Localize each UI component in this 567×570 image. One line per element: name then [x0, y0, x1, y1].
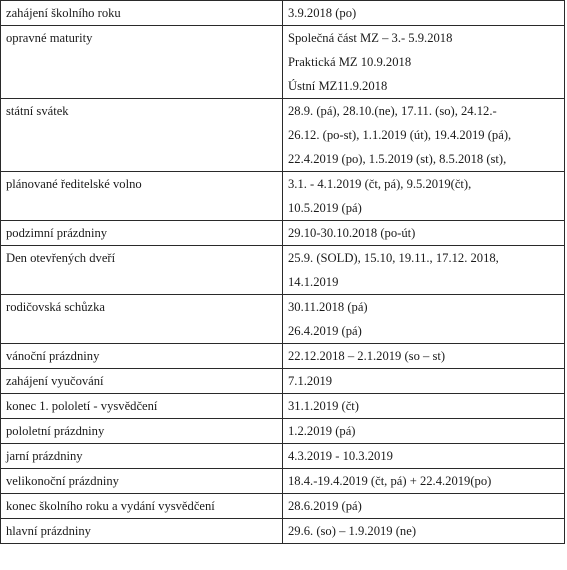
event-cell: zahájení školního roku: [1, 1, 283, 26]
event-cell: rodičovská schůzka: [1, 295, 283, 344]
event-cell: konec školního roku a vydání vysvědčení: [1, 494, 283, 519]
date-cell: [283, 419, 565, 444]
date-line: 31.1.2019 (čt): [288, 399, 359, 413]
event-cell: konec 1. pololetí - vysvědčení: [1, 394, 283, 419]
date-line: 25.9. (SOLD), 15.10, 19.11., 17.12. 2018,: [288, 251, 499, 265]
table-row: [1, 246, 565, 295]
date-cell: [283, 221, 565, 246]
table-row: [1, 99, 565, 172]
date-line: 3.9.2018 (po): [288, 6, 357, 20]
event-cell: plánované ředitelské volno: [1, 172, 283, 221]
date-line: 30.11.2018 (pá): [288, 300, 368, 314]
table-row: [1, 519, 565, 544]
date-cell: [283, 369, 565, 394]
table-row: [1, 494, 565, 519]
event-cell: jarní prázdniny: [1, 444, 283, 469]
date-line: 26.4.2019 (pá): [288, 324, 362, 338]
date-line: 4.3.2019 - 10.3.2019: [288, 449, 393, 463]
table-row: [1, 295, 565, 344]
date-line: Ústní MZ11.9.2018: [288, 79, 388, 93]
event-cell: opravné maturity: [1, 26, 283, 99]
date-cell: [283, 1, 565, 26]
event-cell: vánoční prázdniny: [1, 344, 283, 369]
date-cell: [283, 26, 565, 99]
table-row: [1, 369, 565, 394]
table-row: [1, 469, 565, 494]
date-line: 18.4.-19.4.2019 (čt, pá) + 22.4.2019(po): [288, 474, 492, 488]
date-cell: [283, 394, 565, 419]
date-line: 29.6. (so) – 1.9.2019 (ne): [288, 524, 417, 538]
date-cell: [283, 444, 565, 469]
table-row: [1, 344, 565, 369]
date-line: 10.5.2019 (pá): [288, 201, 362, 215]
date-line: 29.10-30.10.2018 (po-út): [288, 226, 416, 240]
date-line: 7.1.2019: [288, 374, 333, 388]
event-cell: Den otevřených dveří: [1, 246, 283, 295]
date-line: 22.12.2018 – 2.1.2019 (so – st): [288, 349, 446, 363]
date-line: 28.9. (pá), 28.10.(ne), 17.11. (so), 24.12.-: [288, 104, 497, 118]
table-row: [1, 26, 565, 99]
event-cell: pololetní prázdniny: [1, 419, 283, 444]
date-line: 28.6.2019 (pá): [288, 499, 362, 513]
table-row: [1, 1, 565, 26]
date-cell: [283, 519, 565, 544]
date-cell: [283, 172, 565, 221]
table-row: [1, 394, 565, 419]
date-line: 14.1.2019: [288, 275, 339, 289]
event-cell: hlavní prázdniny: [1, 519, 283, 544]
event-cell: velikonoční prázdniny: [1, 469, 283, 494]
table-row: [1, 444, 565, 469]
date-line: 3.1. - 4.1.2019 (čt, pá), 9.5.2019(čt),: [288, 177, 472, 191]
event-cell: zahájení vyučování: [1, 369, 283, 394]
date-line: 22.4.2019 (po), 1.5.2019 (st), 8.5.2018 (st),: [288, 152, 507, 166]
date-cell: [283, 469, 565, 494]
date-line: 1.2.2019 (pá): [288, 424, 356, 438]
date-cell: [283, 246, 565, 295]
event-cell: státní svátek: [1, 99, 283, 172]
table-row: [1, 221, 565, 246]
date-cell: [283, 494, 565, 519]
date-line: Praktická MZ 10.9.2018: [288, 55, 412, 69]
date-line: 26.12. (po-st), 1.1.2019 (út), 19.4.2019 (pá),: [288, 128, 512, 142]
date-cell: [283, 295, 565, 344]
table-row: [1, 172, 565, 221]
date-cell: [283, 344, 565, 369]
date-cell: [283, 99, 565, 172]
event-cell: podzimní prázdniny: [1, 221, 283, 246]
table-row: [1, 419, 565, 444]
date-line: Společná část MZ – 3.- 5.9.2018: [288, 31, 453, 45]
